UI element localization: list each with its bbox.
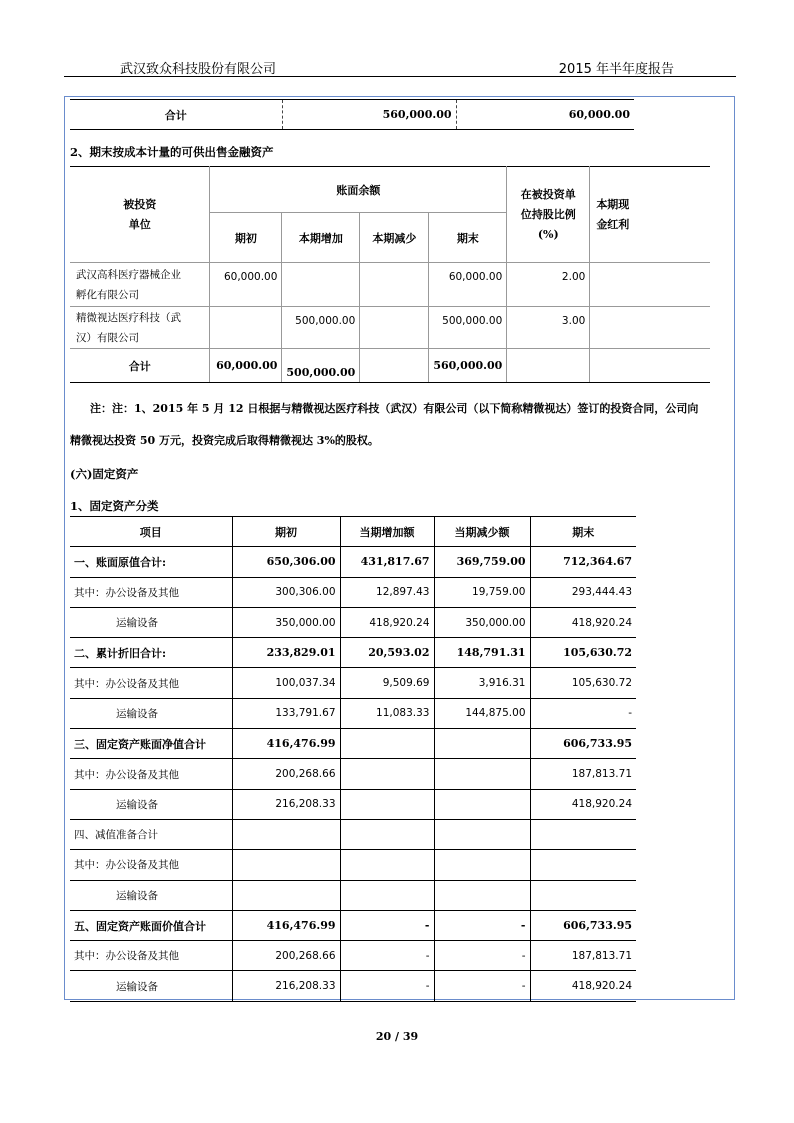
cell-value: 418,920.24 xyxy=(530,607,636,637)
cell-value: 416,476.99 xyxy=(232,729,340,759)
cell-value: 300,306.00 xyxy=(232,577,340,607)
cell-value xyxy=(340,819,434,849)
company-name: 武汉致众科技股份有限公司 xyxy=(120,62,277,77)
table-row xyxy=(70,941,636,971)
cell-value xyxy=(434,880,530,910)
header-cell: 项目 xyxy=(70,517,232,547)
table-row xyxy=(70,880,636,910)
total-label: 合计 xyxy=(70,349,210,383)
table-row xyxy=(70,577,636,607)
cell-value: 187,813.71 xyxy=(530,941,636,971)
total-value: 60,000.00 xyxy=(456,100,634,130)
row-label: 二、累计折旧合计: xyxy=(70,638,232,668)
header-cell: 本期减少 xyxy=(360,213,429,263)
row-label: 其中：办公设备及其他 xyxy=(70,850,232,880)
cell-value xyxy=(340,880,434,910)
cell-value: 3,916.31 xyxy=(434,668,530,698)
cell-value xyxy=(340,789,434,819)
cell-value: 606,733.95 xyxy=(530,729,636,759)
header-cell xyxy=(507,167,590,263)
table-row xyxy=(70,607,636,637)
cell-value xyxy=(232,819,340,849)
header-rule xyxy=(64,76,736,77)
subsection-title: 1、固定资产分类 xyxy=(70,499,159,513)
table-row xyxy=(70,668,636,698)
cell-value xyxy=(340,850,434,880)
header-cell: 当期增加额 xyxy=(340,517,434,547)
fixed-assets-table xyxy=(70,516,636,1002)
header-cell xyxy=(590,167,710,263)
cell-value: - xyxy=(340,910,434,940)
cell-value: 144,875.00 xyxy=(434,698,530,728)
table-row xyxy=(70,263,710,307)
row-label: 一、账面原值合计: xyxy=(70,547,232,577)
row-label: 运输设备 xyxy=(70,607,232,637)
cell-value: 431,817.67 xyxy=(340,547,434,577)
cost-assets-table xyxy=(70,166,710,383)
cell-value xyxy=(360,307,429,349)
cell-value: 2.00 xyxy=(507,263,590,307)
cell-value xyxy=(340,729,434,759)
cell-value: - xyxy=(434,941,530,971)
row-label: 四、减值准备合计 xyxy=(70,819,232,849)
table-row xyxy=(70,850,636,880)
header-text: 被投资 xyxy=(123,197,157,211)
cell-value: 712,364.67 xyxy=(530,547,636,577)
total-value: 560,000.00 xyxy=(282,100,456,130)
cell-value: 418,920.24 xyxy=(530,789,636,819)
cell-value: 500,000.00 xyxy=(282,307,360,349)
cell-value: 20,593.02 xyxy=(340,638,434,668)
table-row xyxy=(70,517,636,547)
total-label: 合计 xyxy=(70,100,282,130)
cell-value xyxy=(434,759,530,789)
table-row xyxy=(70,698,636,728)
cell-value xyxy=(434,819,530,849)
table-row xyxy=(70,307,710,349)
header-text: (%) xyxy=(537,227,559,241)
cell-value: 100,037.34 xyxy=(232,668,340,698)
cell-value: 418,920.24 xyxy=(530,971,636,1001)
cell-value xyxy=(434,789,530,819)
report-title: 2015 年半年度报告 xyxy=(558,62,674,77)
row-label: 其中：办公设备及其他 xyxy=(70,759,232,789)
top-total-table xyxy=(70,99,634,130)
row-label: 运输设备 xyxy=(70,698,232,728)
section-title: 2、期末按成本计量的可供出售金融资产 xyxy=(70,145,274,159)
header-text: 单位 xyxy=(128,217,151,231)
row-label: 其中：办公设备及其他 xyxy=(70,577,232,607)
header-cell: 本期增加 xyxy=(282,213,360,263)
cell-value: 3.00 xyxy=(507,307,590,349)
cell-value: 606,733.95 xyxy=(530,910,636,940)
cell-value xyxy=(360,349,429,383)
cell-value xyxy=(340,759,434,789)
cell-value: 560,000.00 xyxy=(429,349,507,383)
table-row xyxy=(70,729,636,759)
table-row xyxy=(70,789,636,819)
table-row xyxy=(70,547,636,577)
cell-value xyxy=(210,307,282,349)
table-row xyxy=(70,100,634,130)
cell-value xyxy=(590,307,710,349)
cell-value: - xyxy=(340,971,434,1001)
header-text: 在被投资单 xyxy=(520,187,576,201)
investee-name xyxy=(70,263,210,307)
table-row xyxy=(70,759,636,789)
header-cell: 期末 xyxy=(429,213,507,263)
cell-value: 500,000.00 xyxy=(429,307,507,349)
header-cell: 期初 xyxy=(210,213,282,263)
name-line: 孵化有限公司 xyxy=(76,288,139,301)
table-row xyxy=(70,819,636,849)
cell-value xyxy=(434,729,530,759)
row-label: 其中：办公设备及其他 xyxy=(70,941,232,971)
header-cell: 期初 xyxy=(232,517,340,547)
table-row xyxy=(70,971,636,1001)
cell-value: 60,000.00 xyxy=(210,349,282,383)
table-row xyxy=(70,638,636,668)
row-label: 三、固定资产账面净值合计 xyxy=(70,729,232,759)
cell-value: 369,759.00 xyxy=(434,547,530,577)
cell-value: 216,208.33 xyxy=(232,789,340,819)
cell-value: 418,920.24 xyxy=(340,607,434,637)
cell-value: 12,897.43 xyxy=(340,577,434,607)
cell-value xyxy=(232,850,340,880)
cell-value: 216,208.33 xyxy=(232,971,340,1001)
cell-value: 416,476.99 xyxy=(232,910,340,940)
cell-value xyxy=(232,880,340,910)
cell-value: 9,509.69 xyxy=(340,668,434,698)
cell-value xyxy=(530,819,636,849)
name-line: 武汉高科医疗器械企业 xyxy=(76,268,181,281)
row-label: 运输设备 xyxy=(70,971,232,1001)
cell-value: - xyxy=(340,941,434,971)
row-label: 其中：办公设备及其他 xyxy=(70,668,232,698)
row-label: 运输设备 xyxy=(70,880,232,910)
cell-value: 350,000.00 xyxy=(232,607,340,637)
header-cell: 账面余额 xyxy=(210,167,507,213)
cell-value: 293,444.43 xyxy=(530,577,636,607)
cell-value xyxy=(360,263,429,307)
table-row xyxy=(70,167,710,213)
note-line: 注：注：1、2015 年 5 月 12 日根据与精微视达医疗科技（武汉）有限公司（以下简称精微视达）签订的投资合同，公司向 xyxy=(90,402,699,415)
name-line: 汉）有限公司 xyxy=(76,331,139,344)
cell-value: 105,630.72 xyxy=(530,638,636,668)
cell-value xyxy=(282,263,360,307)
section-title: (六)固定资产 xyxy=(70,467,139,481)
cell-value: 11,083.33 xyxy=(340,698,434,728)
page-number: 20 / 39 xyxy=(375,1030,419,1043)
note-line: 精微视达投资 50 万元，投资完成后取得精微视达 3%的股权。 xyxy=(70,434,379,447)
cell-value xyxy=(530,850,636,880)
cell-value: 500,000.00 xyxy=(282,349,360,383)
cell-value: - xyxy=(434,910,530,940)
header-text: 位持股比例 xyxy=(520,207,576,221)
cell-value: 650,306.00 xyxy=(232,547,340,577)
cell-value: 350,000.00 xyxy=(434,607,530,637)
cell-value: 233,829.01 xyxy=(232,638,340,668)
cell-value: 200,268.66 xyxy=(232,941,340,971)
row-label: 运输设备 xyxy=(70,789,232,819)
cell-value: 19,759.00 xyxy=(434,577,530,607)
cell-value: 60,000.00 xyxy=(429,263,507,307)
header-cell: 当期减少额 xyxy=(434,517,530,547)
header-cell: 期末 xyxy=(530,517,636,547)
row-label: 五、固定资产账面价值合计 xyxy=(70,910,232,940)
header-text: 本期现 xyxy=(596,197,630,211)
header-text: 金红利 xyxy=(596,217,630,231)
table-row xyxy=(70,910,636,940)
cell-value: 105,630.72 xyxy=(530,668,636,698)
cell-value xyxy=(530,880,636,910)
cell-value: - xyxy=(530,698,636,728)
investee-name xyxy=(70,307,210,349)
cell-value xyxy=(507,349,590,383)
cell-value xyxy=(434,850,530,880)
cell-value: 133,791.67 xyxy=(232,698,340,728)
name-line: 精微视达医疗科技（武 xyxy=(76,311,181,324)
cell-value: 200,268.66 xyxy=(232,759,340,789)
table-row xyxy=(70,349,710,383)
cell-value: - xyxy=(434,971,530,1001)
cell-value: 148,791.31 xyxy=(434,638,530,668)
header-cell xyxy=(70,167,210,263)
cell-value: 60,000.00 xyxy=(210,263,282,307)
cell-value: 187,813.71 xyxy=(530,759,636,789)
cell-value xyxy=(590,349,710,383)
cell-value xyxy=(590,263,710,307)
